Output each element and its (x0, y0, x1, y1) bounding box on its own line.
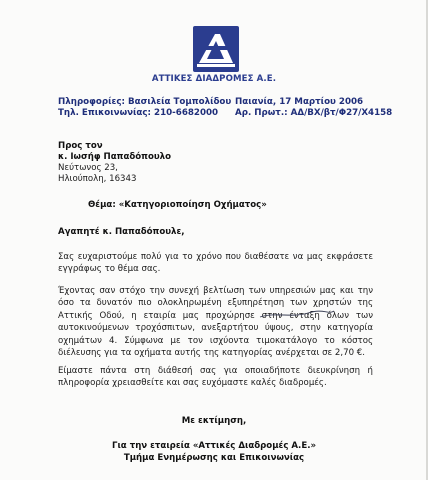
company-name: ΑΤΤΙΚΕΣ ΔΙΑΔΡΟΜΕΣ Α.Ε. (151, 74, 277, 84)
recipient-name: κ. Ιωσήφ Παπαδόπουλο (58, 152, 172, 162)
recipient-to: Προς τον (58, 141, 103, 151)
recipient-street: Νεύτωνος 23, (58, 163, 118, 173)
info-protocol-number: Αρ. Πρωτ.: ΑΔ/ΒΧ/βτ/Φ27/Χ4158 (235, 108, 393, 118)
info-phone: Τηλ. Επικοινωνίας: 210-6682000 (58, 108, 219, 118)
letter-greeting: Αγαπητέ κ. Παπαδόπουλε, (58, 227, 185, 237)
info-date: Παιανία, 17 Μαρτίου 2006 (235, 97, 364, 107)
paragraph-categorization: Έχοντας σαν στόχο την συνεχή βελτίωση των υπηρεσιών μας και την όσο τα δυνατόν πιο ολοκληρωμένη εξυπηρέτηση των χρηστών της Αττικής Οδού, η εταιρία μας προχώρησε στην ένταξη όλων των αυτοκινούμενων τροχόσπιτων, ανεξαρτήτου ύψους, στην κατηγορία οχημάτων 4. Σύμφωνα με τον ισχύοντα τιμοκατάλογο το κόστος διέλευσης για τα οχήματα αυτής της κατηγορίας ανέρχεται σε 2,70 €. (58, 286, 373, 359)
handwritten-underline (258, 306, 336, 320)
company-logo (193, 26, 239, 72)
paragraph-thanks: Σας ευχαριστούμε πολύ για το χρόνο που διαθέσατε να μας εκφράσετε εγγράφως το θέμα σας. (58, 252, 373, 275)
paragraph-availability: Είμαστε πάντα στη διάθεσή σας για οποιαδήποτε διευκρίνηση ή πληροφορία χρειασθείτε και σας ευχόμαστε καλές διαδρομές. (58, 366, 373, 389)
letter-subject: Θέμα: «Κατηγοριοποίηση Οχήματος» (88, 200, 267, 210)
info-contact-person: Πληροφορίες: Βασιλεία Τομπολίδου (58, 97, 232, 107)
signature-company: Για την εταιρεία «Αττικές Διαδρομές Α.Ε.» (111, 441, 317, 451)
signature-department: Τμήμα Ενημέρωσης και Επικοινωνίας (123, 453, 305, 463)
closing-phrase: Με εκτίμηση, (181, 416, 247, 426)
recipient-city: Ηλιούπολη, 16343 (58, 174, 137, 184)
